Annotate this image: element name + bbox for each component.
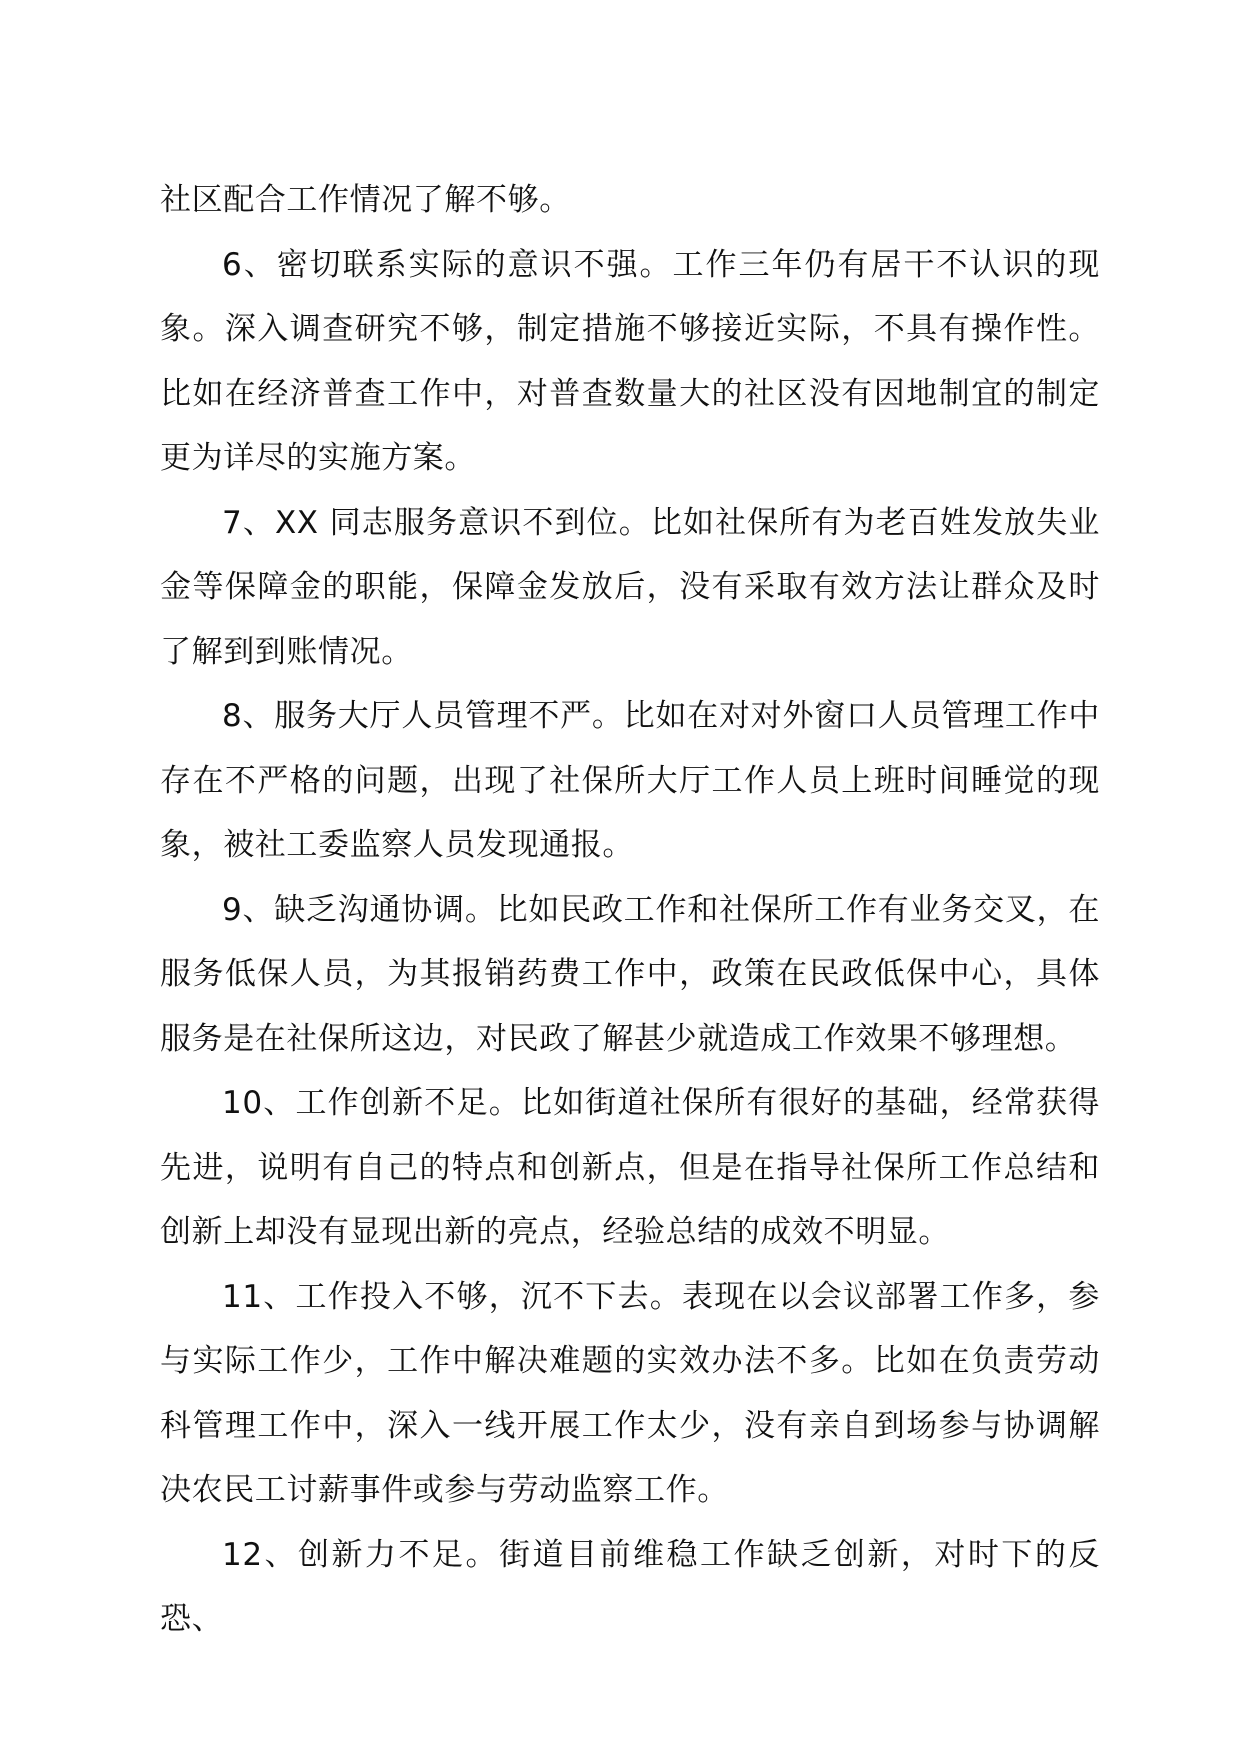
paragraph-item-9: 9、缺乏沟通协调。比如民政工作和社保所工作有业务交叉，在服务低保人员，为其报销药费工作中，政策在民政低保中心，具体服务是在社保所这边，对民政了解甚少就造成工作效果不够理想。 [160,891,1100,1057]
paragraph-item-6: 6、密切联系实际的意识不强。工作三年仍有居干不认识的现象。深入调查研究不够，制定措施不够接近实际，不具有操作性。比如在经济普查工作中，对普查数量大的社区没有因地制宜的制定更为详尽的实施方案。 [160,246,1100,476]
paragraph-item-10: 10、工作创新不足。比如街道社保所有很好的基础，经常获得先进，说明有自己的特点和创新点，但是在指导社保所工作总结和创新上却没有显现出新的亮点，经验总结的成效不明显。 [160,1085,1100,1250]
paragraph-item-11: 11、工作投入不够，沉不下去。表现在以会议部署工作多，参与实际工作少，工作中解决难题的实效办法不多。比如在负责劳动科管理工作中，深入一线开展工作太少，没有亲自到场参与协调解决农民工讨薪事件或参与劳动监察工作。 [160,1278,1100,1508]
paragraph-item-8: 8、服务大厅人员管理不严。比如在对对外窗口人员管理工作中存在不严格的问题，出现了社保所大厅工作人员上班时间睡觉的现象，被社工委监察人员发现通报。 [160,698,1100,863]
paragraph-continuation: 社区配合工作情况了解不够。 [160,182,571,218]
paragraph-item-7: 7、XX 同志服务意识不到位。比如社保所有为老百姓发放失业金等保障金的职能，保障金发放后，没有采取有效方法让群众及时了解到到账情况。 [160,504,1100,670]
paragraph-item-12: 12、创新力不足。街道目前维稳工作缺乏创新，对时下的反恐、 [160,1536,1100,1637]
document-body [160,168,1100,1652]
